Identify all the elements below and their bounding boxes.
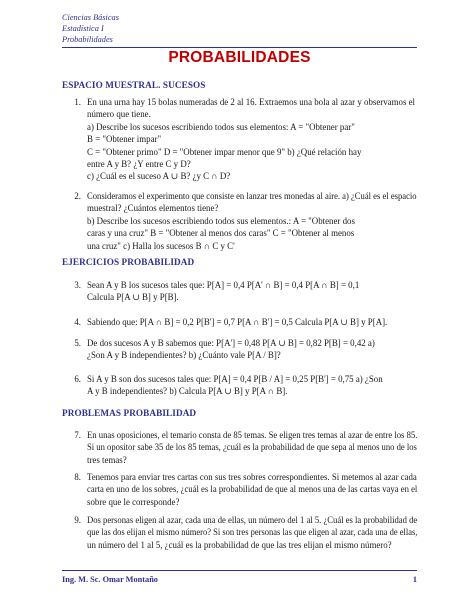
item-number: 9. (74, 515, 81, 525)
item-line: muestral? ¿Cuántos elementos tiene? (87, 203, 219, 214)
section-heading-problems: PROBLEMAS PROBABILIDAD (62, 408, 197, 418)
item-number: 6. (74, 374, 81, 384)
item-line: Tenemos para enviar tres cartas con sus tres sobres correspondientes. Si metemos al azar cada (87, 472, 417, 482)
item-line: En una urna hay 15 bolas numeradas de 2 al 16. Extraemos una bola al azar y observamos el (87, 97, 416, 107)
page-title: PROBABILIDADES (168, 49, 311, 66)
header-course: Ciencias Básicas (62, 13, 119, 22)
item-line: Dos personas eligen al azar, cada una de ellas, un número del 1 al 5. ¿Cuál es la probabilidad de (87, 515, 418, 525)
page-number: 1 (412, 575, 417, 584)
item-text (87, 514, 417, 551)
item-number: 1. (74, 97, 81, 107)
item-line: Si A y B son dos sucesos tales que: P[A] = 0,4 P[B / A] = 0,25 P[B'] = 0,75 a) ¿Son (87, 374, 383, 384)
item-line: b) Describe los sucesos escribiendo todos sus elementos.: A = "Obtener dos (87, 215, 355, 226)
item-line: sobre que le corresponde? (87, 496, 180, 507)
item-line: caras y una cruz" B = "Obtener al menos dos caras" C = "Obtener al menos (87, 228, 355, 239)
item-number: 8. (74, 472, 81, 482)
item-text (87, 279, 417, 304)
item-number: 3. (74, 280, 81, 290)
item-line: número que tiene. (87, 109, 151, 120)
item-text (87, 96, 417, 183)
item-number: 7. (74, 430, 81, 440)
header-rule (62, 47, 417, 48)
item-line: carta en uno de los sobres, ¿cuál es la probabilidad de que al menos una de las cartas vaya en el (87, 484, 418, 495)
item-line: De dos sucesos A y B sabemos que: P[A'] = 0,48 P[A ∪ B] = 0,82 P[B] = 0,42 a) (87, 338, 375, 348)
item-line: tres temas? (87, 454, 127, 465)
item-line: c) ¿Cuál es el suceso A ∪ B? ¿y C ∩ D? (87, 171, 231, 182)
header-topic: Probabilidades (62, 35, 113, 44)
item-line: B = "Obtener impar" (87, 134, 162, 145)
item-line: Sabiendo que: P[A ∩ B] = 0,2 P[B'] = 0,7 P[A ∩ B'] = 0,5 Calcula P[A ∪ B] y P[A]. (87, 317, 388, 327)
item-text (87, 429, 417, 466)
item-line: Si un opositor sabe 35 de los 85 temas, ¿cuál es la probabilidad de que sepa al menos uno de los (87, 442, 417, 453)
item-line: una cruz" c) Halla los sucesos B ∩ C y C' (87, 240, 235, 251)
header-subject: Estadística I (62, 24, 104, 33)
item-number: 2. (74, 191, 81, 201)
footer-author: Ing. M. Sc. Omar Montaño (62, 575, 158, 584)
section-heading-exercises: EJERCICIOS PROBABILIDAD (62, 257, 195, 267)
item-number: 4. (74, 317, 81, 327)
item-text (87, 337, 417, 362)
item-text (87, 471, 417, 508)
item-text (87, 190, 417, 252)
item-line: que las dos elijan el mismo número? Si son tres personas las que eligen al azar, cada una de ellas, (87, 527, 418, 538)
section-heading-sample-space: ESPACIO MUESTRAL. SUCESOS (62, 80, 206, 90)
item-line: A y B independientes? b) Calcula P[A ∪ B] y P[A ∩ B]. (87, 386, 288, 397)
item-line: C = "Obtener primo" D = "Obtener impar menor que 9" b) ¿Qué relación hay (87, 146, 362, 157)
item-line: En unas oposiciones, el temario consta de 85 temas. Se eligen tres temas al azar de entre los 85. (87, 430, 418, 440)
item-line: a) Describe los sucesos escribiendo todos sus elementos: A = "Obtener par" (87, 121, 355, 132)
item-number: 5. (74, 338, 81, 348)
footer-rule (62, 570, 417, 571)
item-line: un número del 1 al 5, ¿cuál es la probabilidad de que las tres elijan el mismo número? (87, 539, 392, 550)
running-header (62, 12, 119, 45)
item-text (87, 373, 417, 398)
item-line: Calcula P[A ∪ B] y P[B]. (87, 292, 179, 303)
item-line: ¿Son A y B independientes? b) ¿Cuánto vale P[A / B]? (87, 350, 281, 361)
item-line: Sean A y B los sucesos tales que: P[A] = 0,4 P[A' ∩ B] = 0,4 P[A ∩ B] = 0,1 (87, 280, 360, 290)
item-line: Consideramos el experimento que consiste en lanzar tres monedas al aire. a) ¿Cuál es el espacio (87, 191, 417, 201)
item-text (87, 316, 417, 328)
item-line: entre A y B? ¿Y entre C y D? (87, 158, 191, 169)
